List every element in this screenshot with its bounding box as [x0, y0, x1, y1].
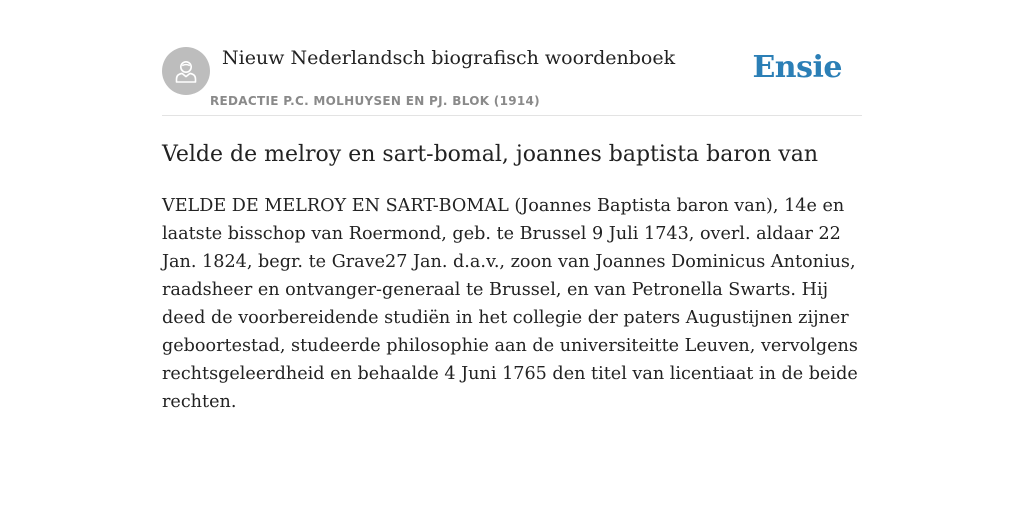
brand-logo[interactable]: Ensie [752, 50, 842, 85]
avatar [162, 47, 210, 95]
entry-title: Velde de melroy en sart-bomal, joannes baptista baron van [162, 142, 818, 167]
source-header [162, 0, 862, 116]
source-title[interactable]: Nieuw Nederlandsch biografisch woordenboek [222, 47, 676, 69]
entry-body: VELDE DE MELROY EN SART-BOMAL (Joannes Baptista baron van), 14e en laatste bisschop van Roermond, geb. te Brussel 9 Juli 1743, overl. aldaar 22 Jan. 1824, begr. te Grave27 Jan. d.a.v., zoon van Joannes Dominicus Antonius, raadsheer en ontvanger-generaal te Brussel, en van Petronella Swarts. Hij deed de voorbereidende studiën in het collegie der paters Augustijnen zijner geboortestad, studeerde philosophie aan de universiteitte Leuven, vervolgens rechtsgeleerdheid en behaalde 4 Juni 1765 den titel van licentiaat in de beide rechten. [162, 196, 858, 412]
source-subtitle: REDACTIE P.C. MOLHUYSEN EN PJ. BLOK (1914) [210, 94, 540, 108]
page-container [162, 0, 862, 412]
user-silhouette-icon [172, 57, 200, 85]
